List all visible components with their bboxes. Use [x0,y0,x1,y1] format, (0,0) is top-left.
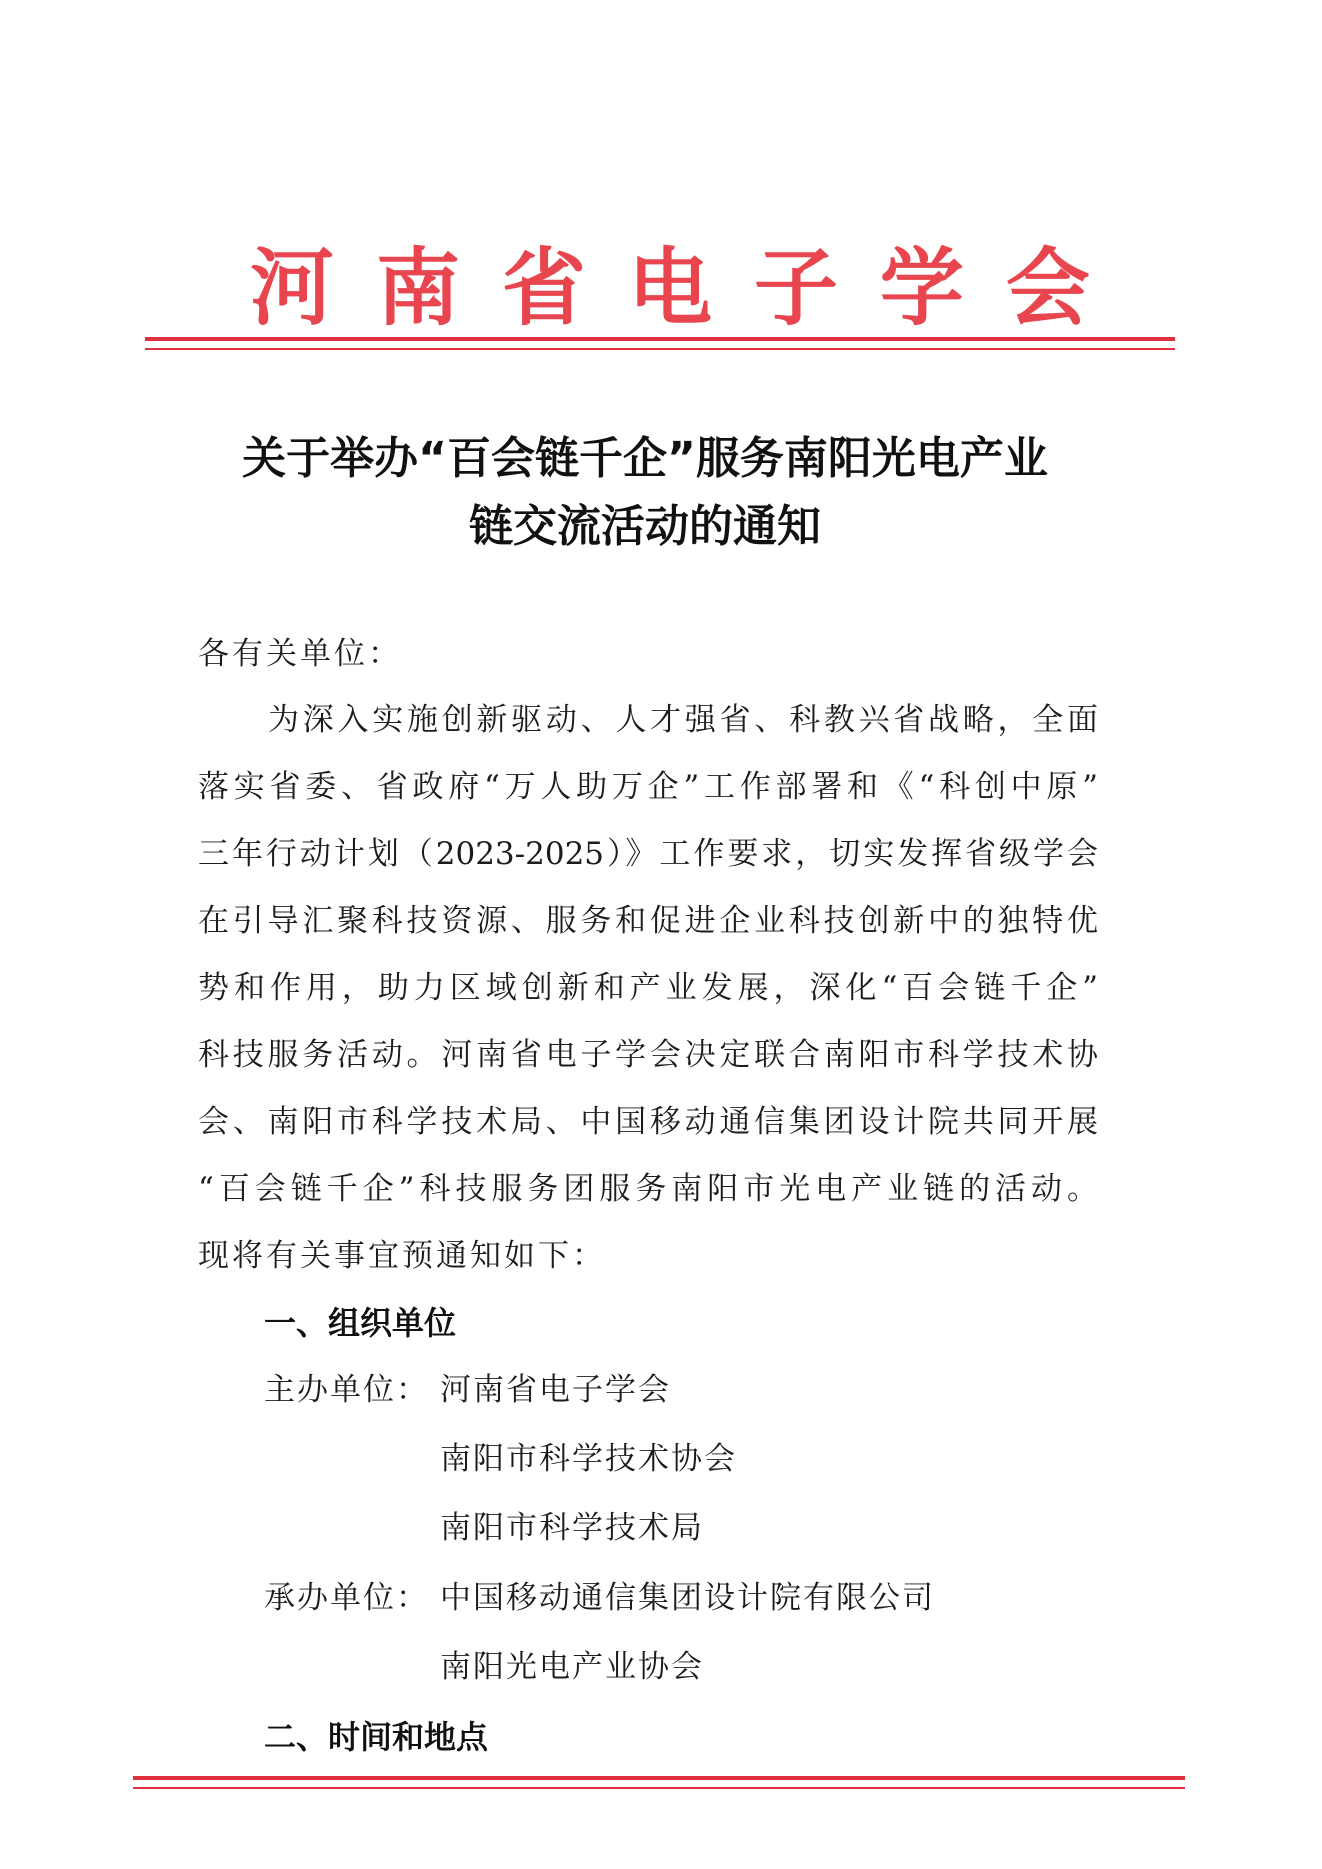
paragraph-line: “百会链千企”科技服务团服务南阳市光电产业链的活动。 [198,1171,1098,1207]
host-label: 主办单位： [264,1372,429,1408]
letterhead-rule-thick [145,337,1175,341]
paragraph-line: 落实省委、省政府“万人助万企”工作部署和《“科创中原” [198,769,1098,805]
letterhead-char: 电 [627,238,712,337]
letterhead-char: 河 [250,238,335,337]
paragraph-line: 现将有关事宜预通知如下： [198,1238,606,1274]
paragraph-line: 科技服务活动。河南省电子学会决定联合南阳市科学技术协 [198,1037,1098,1073]
section-heading-time-place: 二、时间和地点 [264,1718,489,1756]
paragraph-line: 势和作用，助力区域创新和产业发展，深化“百会链千企” [198,970,1098,1006]
letterhead-rule-thin [145,348,1175,350]
organizer-organization: 中国移动通信集团设计院有限公司 [440,1580,935,1616]
section-heading-organizers: 一、组织单位 [264,1304,457,1342]
letterhead-char: 会 [1005,238,1090,337]
document-title [150,425,1140,561]
letterhead-char: 子 [753,238,838,337]
organizer-label: 承办单位： [264,1580,429,1616]
letterhead-char: 学 [879,238,964,337]
salutation: 各有关单位： [198,636,402,672]
title-line-1: 关于举办“百会链千企”服务南阳光电产业 [242,433,1048,484]
letterhead-char: 省 [501,238,586,337]
paragraph-line: 会、南阳市科学技术局、中国移动通信集团设计院共同开展 [198,1104,1098,1140]
title-line-2: 链交流活动的通知 [469,501,821,552]
paragraph-line: 为深入实施创新驱动、人才强省、科教兴省战略，全面 [268,702,1098,738]
paragraph-line: 在引导汇聚科技资源、服务和促进企业科技创新中的独特优 [198,903,1098,939]
letterhead [250,238,1090,338]
host-organization: 南阳市科学技术协会 [440,1441,737,1477]
organizer-organization: 南阳光电产业协会 [440,1649,704,1685]
footer-rule-thin [133,1787,1185,1789]
paragraph-line: 三年行动计划（2023-2025）》工作要求，切实发挥省级学会 [198,836,1098,872]
letterhead-char: 南 [375,238,460,337]
footer-rule-thick [133,1776,1185,1780]
host-organization: 河南省电子学会 [440,1372,671,1408]
host-organization: 南阳市科学技术局 [440,1510,704,1546]
